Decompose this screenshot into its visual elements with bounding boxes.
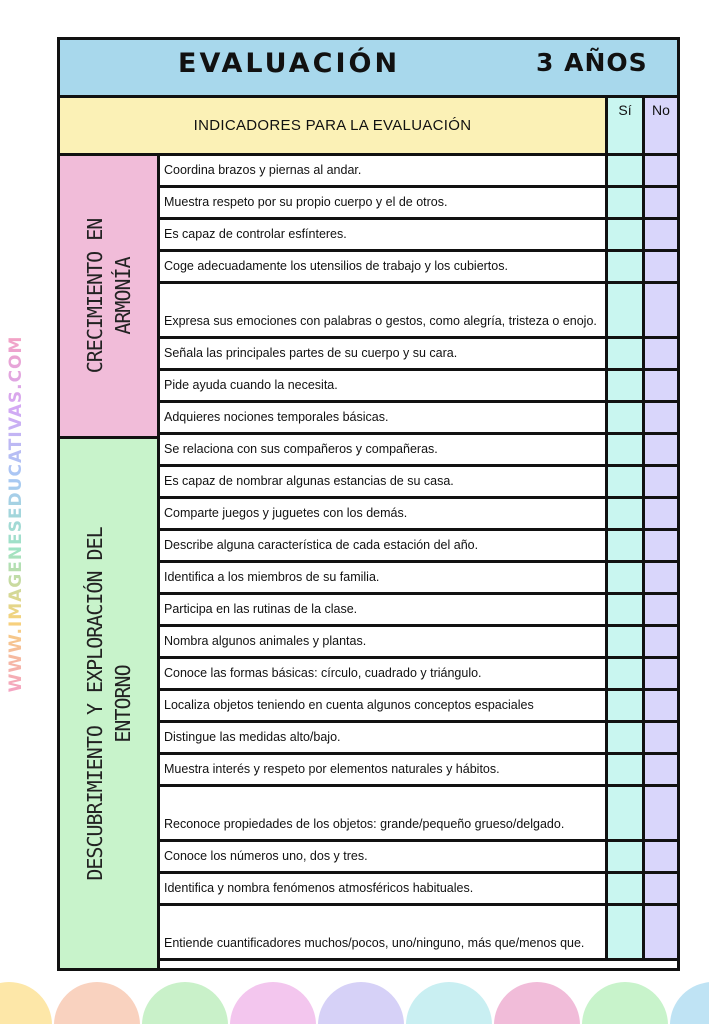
yes-checkbox-cell[interactable] xyxy=(605,691,642,723)
indicator-text: Pide ayuda cuando la necesita. xyxy=(160,371,605,403)
table-row xyxy=(160,403,677,435)
decorative-circle xyxy=(230,982,316,1024)
yes-checkbox-cell[interactable] xyxy=(605,284,642,339)
indicator-text: Identifica y nombra fenómenos atmosféricos habituales. xyxy=(160,874,605,906)
indicator-text: Conoce los números uno, dos y tres. xyxy=(160,842,605,874)
no-checkbox-cell[interactable] xyxy=(642,188,677,220)
table-header xyxy=(60,98,677,156)
indicator-text: Localiza objetos teniendo en cuenta algunos conceptos espaciales xyxy=(160,691,605,723)
table-row xyxy=(160,595,677,627)
indicator-text: Es capaz de controlar esfínteres. xyxy=(160,220,605,252)
table-row xyxy=(160,156,677,188)
no-column-header: No xyxy=(642,98,677,156)
yes-checkbox-cell[interactable] xyxy=(605,156,642,188)
decorative-circle xyxy=(494,982,580,1024)
indicator-text: Muestra interés y respeto por elementos naturales y hábitos. xyxy=(160,755,605,787)
no-checkbox-cell[interactable] xyxy=(642,435,677,467)
yes-checkbox-cell[interactable] xyxy=(605,371,642,403)
no-checkbox-cell[interactable] xyxy=(642,755,677,787)
indicator-text: Nombra algunos animales y plantas. xyxy=(160,627,605,659)
indicator-text: Muestra respeto por su propio cuerpo y el de otros. xyxy=(160,188,605,220)
indicator-text: Adquieres nociones temporales básicas. xyxy=(160,403,605,435)
no-checkbox-cell[interactable] xyxy=(642,595,677,627)
no-checkbox-cell[interactable] xyxy=(642,787,677,842)
no-checkbox-cell[interactable] xyxy=(642,659,677,691)
yes-checkbox-cell[interactable] xyxy=(605,874,642,906)
yes-checkbox-cell[interactable] xyxy=(605,220,642,252)
yes-column-header: Sí xyxy=(605,98,642,156)
watermark xyxy=(4,335,28,693)
table-row xyxy=(160,220,677,252)
section-label-crecimiento xyxy=(60,156,160,439)
table-row xyxy=(160,467,677,499)
table-row xyxy=(160,723,677,755)
decorative-circle xyxy=(582,982,668,1024)
no-checkbox-cell[interactable] xyxy=(642,403,677,435)
indicators-header: INDICADORES PARA LA EVALUACIÓN xyxy=(60,98,605,156)
table-row xyxy=(160,659,677,691)
section-title-descubrimiento: DESCUBRIMIENTO Y EXPLORACIÓN DEL ENTORNO xyxy=(82,526,135,881)
table-row xyxy=(160,842,677,874)
indicator-text: Señala las principales partes de su cuerpo y su cara. xyxy=(160,339,605,371)
indicator-text: Distingue las medidas alto/bajo. xyxy=(160,723,605,755)
no-checkbox-cell[interactable] xyxy=(642,220,677,252)
no-checkbox-cell[interactable] xyxy=(642,906,677,961)
table-row xyxy=(160,499,677,531)
indicator-text: Expresa sus emociones con palabras o gestos, como alegría, tristeza o enojo. xyxy=(160,284,605,339)
no-checkbox-cell[interactable] xyxy=(642,842,677,874)
decorative-circle xyxy=(670,982,709,1024)
table-row xyxy=(160,284,677,339)
no-checkbox-cell[interactable] xyxy=(642,723,677,755)
no-checkbox-cell[interactable] xyxy=(642,284,677,339)
yes-checkbox-cell[interactable] xyxy=(605,499,642,531)
title-bar xyxy=(60,40,677,98)
decorative-circle xyxy=(142,982,228,1024)
yes-checkbox-cell[interactable] xyxy=(605,467,642,499)
section-title-crecimiento: CRECIMIENTO EN ARMONÍA xyxy=(82,218,135,374)
yes-checkbox-cell[interactable] xyxy=(605,906,642,961)
yes-checkbox-cell[interactable] xyxy=(605,755,642,787)
yes-checkbox-cell[interactable] xyxy=(605,842,642,874)
yes-checkbox-cell[interactable] xyxy=(605,563,642,595)
no-checkbox-cell[interactable] xyxy=(642,252,677,284)
indicator-text: Es capaz de nombrar algunas estancias de su casa. xyxy=(160,467,605,499)
indicator-text: Reconoce propiedades de los objetos: grande/pequeño grueso/delgado. xyxy=(160,787,605,842)
decorative-circle xyxy=(406,982,492,1024)
table-row xyxy=(160,787,677,842)
table-row xyxy=(160,188,677,220)
indicator-text: Entiende cuantificadores muchos/pocos, uno/ninguno, más que/menos que. xyxy=(160,906,605,961)
no-checkbox-cell[interactable] xyxy=(642,531,677,563)
no-checkbox-cell[interactable] xyxy=(642,156,677,188)
yes-checkbox-cell[interactable] xyxy=(605,659,642,691)
indicator-text: Se relaciona con sus compañeros y compañeras. xyxy=(160,435,605,467)
yes-checkbox-cell[interactable] xyxy=(605,787,642,842)
decorative-circle xyxy=(318,982,404,1024)
indicator-text: Conoce las formas básicas: círculo, cuadrado y triángulo. xyxy=(160,659,605,691)
decorative-circles xyxy=(0,982,709,1024)
no-checkbox-cell[interactable] xyxy=(642,627,677,659)
yes-checkbox-cell[interactable] xyxy=(605,252,642,284)
indicator-text: Coge adecuadamente los utensilios de trabajo y los cubiertos. xyxy=(160,252,605,284)
no-checkbox-cell[interactable] xyxy=(642,874,677,906)
table-row xyxy=(160,874,677,906)
no-checkbox-cell[interactable] xyxy=(642,691,677,723)
yes-checkbox-cell[interactable] xyxy=(605,188,642,220)
table-row xyxy=(160,691,677,723)
indicator-text: Describe alguna característica de cada estación del año. xyxy=(160,531,605,563)
table-row xyxy=(160,252,677,284)
table-row xyxy=(160,563,677,595)
no-checkbox-cell[interactable] xyxy=(642,339,677,371)
table-row xyxy=(160,371,677,403)
decorative-circle xyxy=(54,982,140,1024)
no-checkbox-cell[interactable] xyxy=(642,499,677,531)
table-row xyxy=(160,906,677,961)
indicator-text: Coordina brazos y piernas al andar. xyxy=(160,156,605,188)
no-checkbox-cell[interactable] xyxy=(642,371,677,403)
table-row xyxy=(160,755,677,787)
yes-checkbox-cell[interactable] xyxy=(605,403,642,435)
indicator-text: Comparte juegos y juguetes con los demás. xyxy=(160,499,605,531)
indicator-text: Participa en las rutinas de la clase. xyxy=(160,595,605,627)
yes-checkbox-cell[interactable] xyxy=(605,531,642,563)
age-label: 3 AÑOS xyxy=(536,48,648,77)
watermark-text: WWW.IMAGENESEDUCATIVAS.COM xyxy=(6,335,26,693)
yes-checkbox-cell[interactable] xyxy=(605,339,642,371)
yes-checkbox-cell[interactable] xyxy=(605,723,642,755)
no-checkbox-cell[interactable] xyxy=(642,467,677,499)
evaluation-sheet xyxy=(57,37,680,971)
yes-checkbox-cell[interactable] xyxy=(605,595,642,627)
table-row xyxy=(160,435,677,467)
yes-checkbox-cell[interactable] xyxy=(605,627,642,659)
yes-checkbox-cell[interactable] xyxy=(605,435,642,467)
table-row xyxy=(160,627,677,659)
table-row xyxy=(160,531,677,563)
no-checkbox-cell[interactable] xyxy=(642,563,677,595)
indicator-text: Identifica a los miembros de su familia. xyxy=(160,563,605,595)
section-label-descubrimiento xyxy=(60,439,160,968)
page-title: EVALUACIÓN xyxy=(178,48,401,79)
decorative-circle xyxy=(0,982,52,1024)
table-row xyxy=(160,339,677,371)
